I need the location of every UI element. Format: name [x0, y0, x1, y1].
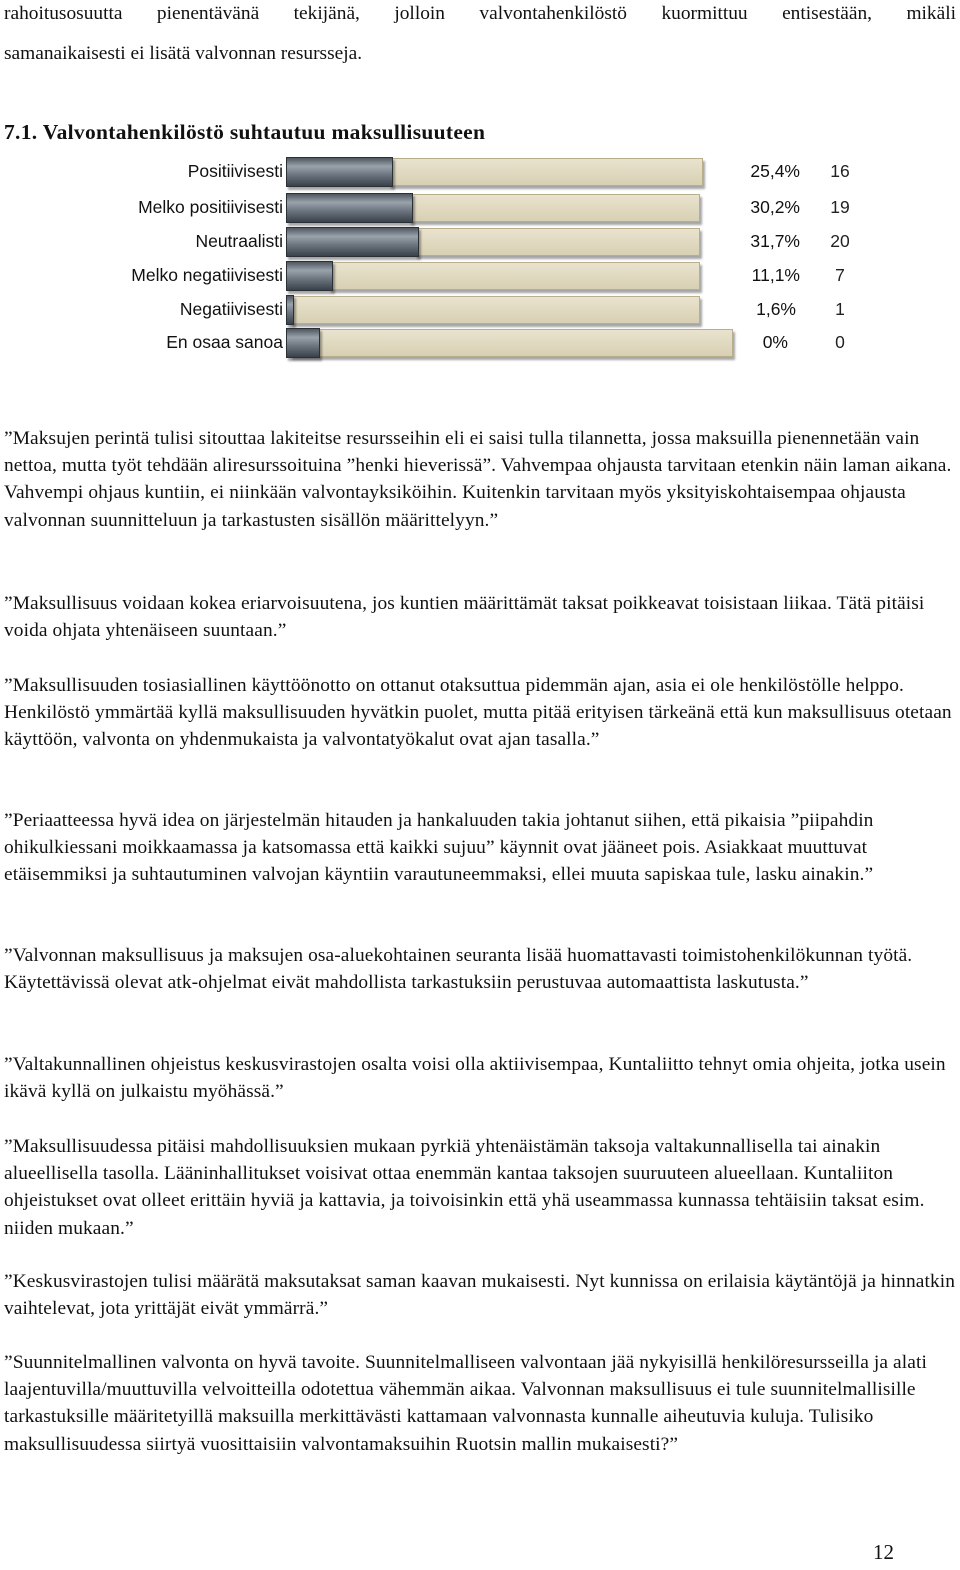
count-label: 16 — [830, 161, 850, 181]
category-label: Neutraalisti — [195, 231, 283, 251]
chart-row — [0, 327, 960, 357]
category-label: En osaa sanoa — [166, 332, 283, 352]
bar-track — [415, 228, 700, 256]
chart-row — [0, 226, 960, 256]
bar — [286, 328, 320, 358]
category-label: Melko positiivisesti — [138, 197, 283, 217]
category-label: Negatiivisesti — [179, 299, 283, 319]
quote-7: ”Maksullisuudessa pitäisi mahdollisuuksien mukaan pyrkiä yhtenäistämän taksoja valtakunnallisella tai ainakin alueellisella tasolla. Lääninhallitukset voisivat ottaa enemmän kantaa taksojen suuruuteen alueellaan. Kuntaliiton ohjeistukset ovat olleet erittäin hyviä ja kattavia, ja toivoisinkin että yhä useammassa kunnassa tehtäisiin taksat esim. niiden mukaan.” — [4, 1136, 925, 1239]
quote-6: ”Valtakunnallinen ohjeistus keskusvirastojen osalta voisi olla aktiivisempaa, Kuntaliitto tehnyt omia ohjeita, jotka usein ikävä kyllä on julkaistu myöhässä.” — [4, 1054, 946, 1103]
percentage-label: 30,2% — [750, 197, 800, 217]
percentage-label: 11,1% — [751, 265, 800, 285]
quote-3: ”Maksullisuuden tosiasiallinen käyttöönotto on ottanut otaksuttua pidemmän ajan, asia ei ole henkilöstölle helppo. Henkilöstö ymmärtää kyllä maksullisuuden hyvätkin puolet, mutta pitää erityisen tärkeänä että kun maksullisuus otetaan käyttöön, valvonta on yhdenmukaista ja valvontatyökalut ovat ajan tasalla.” — [4, 675, 952, 751]
quote-2: ”Maksullisuus voidaan kokea eriarvoisuutena, jos kuntien määrittämät taksat poikkeavat toisistaan liikaa. Tätä pitäisi voida ohjata yhtenäiseen suuntaan.” — [4, 593, 925, 642]
bar-track — [409, 194, 700, 222]
bar-track — [329, 262, 700, 290]
category-label: Melko negatiivisesti — [131, 265, 283, 285]
page-number: 12 — [873, 1540, 894, 1564]
bar-track — [389, 158, 703, 186]
quote-1: ”Maksujen perintä tulisi sitouttaa lakiteitse resursseihin eli ei saisi tulla tilannetta, jossa maksuilla pienennetään vain nettoa, mutta työt tehdään aliresurssoituina ”henki hieverissä”. Vahvempaa ohjausta tarvitaan etenkin näin laman aikana. Vahvempi ohjaus kuntiin, ei niinkään valvontayksiköihin. Kuitenkin tarvitaan myös yksityiskohtaisempaa ohjausta valvonnan suunnitteluun ja tarkastusten sisällön määrittelyyn.” — [4, 428, 952, 531]
chart-row — [0, 156, 960, 186]
count-label: 20 — [830, 231, 850, 251]
quote-8: ”Keskusvirastojen tulisi määrätä maksutaksat saman kaavan mukaisesti. Nyt kunnissa on erilaisia käytäntöjä ja hinnatkin vaihtelevat, jota yrittäjät eivät ymmärrä.” — [4, 1271, 956, 1320]
intro-line-1: rahoitusosuutta pienentävänä tekijänä, jolloin valvontahenkilöstö kuormittuu entisestään, mikäli — [4, 3, 956, 24]
bar-track — [290, 296, 700, 324]
chart-row — [0, 294, 960, 324]
percentage-label: 25,4% — [750, 161, 800, 181]
category-label: Positiivisesti — [187, 161, 283, 181]
chart-row — [0, 260, 960, 290]
percentage-label: 1,6% — [756, 299, 796, 319]
chart-row — [0, 192, 960, 222]
percentage-label: 0% — [762, 332, 788, 352]
quote-5: ”Valvonnan maksullisuus ja maksujen osa-aluekohtainen seuranta lisää huomattavasti toimistohenkilökunnan työtä. Käytettävissä olevat atk-ohjelmat eivät mahdollista tarkastuksiin perustuvaa automaattista laskutusta.” — [4, 945, 913, 994]
bar — [286, 157, 393, 187]
bar — [286, 227, 419, 257]
count-label: 0 — [835, 332, 845, 352]
quote-9: ”Suunnitelmallinen valvonta on hyvä tavoite. Suunnitelmalliseen valvontaan jää nykyisillä henkilöresursseilla ja alati laajentuvilla/muuttuvilla velvoitteilla odotettua vähemmän aikaa. Valvonnan maksullisuus ei tule suunnitelmallisille tarkastuksille määritetyillä maksuilla merkittävästi kattamaan valvonnasta kunnalle aiheutuvia kuluja. Tulisiko maksullisuudessa siirtyä vuosittaisiin valvontamaksuihin Ruotsin mallin mukaisesti?” — [4, 1352, 927, 1455]
bar — [286, 295, 294, 325]
count-label: 19 — [830, 197, 850, 217]
bar — [286, 261, 333, 291]
bar — [286, 193, 413, 223]
bar-track — [290, 329, 733, 357]
count-label: 1 — [835, 299, 845, 319]
section-heading: 7.1. Valvontahenkilöstö suhtautuu maksullisuuteen — [4, 120, 486, 144]
percentage-label: 31,7% — [750, 231, 800, 251]
count-label: 7 — [835, 265, 845, 285]
quote-4: ”Periaatteessa hyvä idea on järjestelmän hitauden ja hankaluuden takia johtanut siihen, että pikaisia ”piipahdin ohikulkiessani moikkaamassa ja katsomassa että kaikki sujuu” käynnit ovat jääneet pois. Asiakkaat muuttuvat etäisemmiksi ja suhtautuminen valvojan käyntiin varautuneemmaksi, ellei muuta sapiskaa tule, lasku ainakin.” — [4, 810, 874, 886]
attitude-bar-chart — [0, 0, 960, 380]
intro-line-2: samanaikaisesti ei lisätä valvonnan resursseja. — [4, 43, 363, 64]
